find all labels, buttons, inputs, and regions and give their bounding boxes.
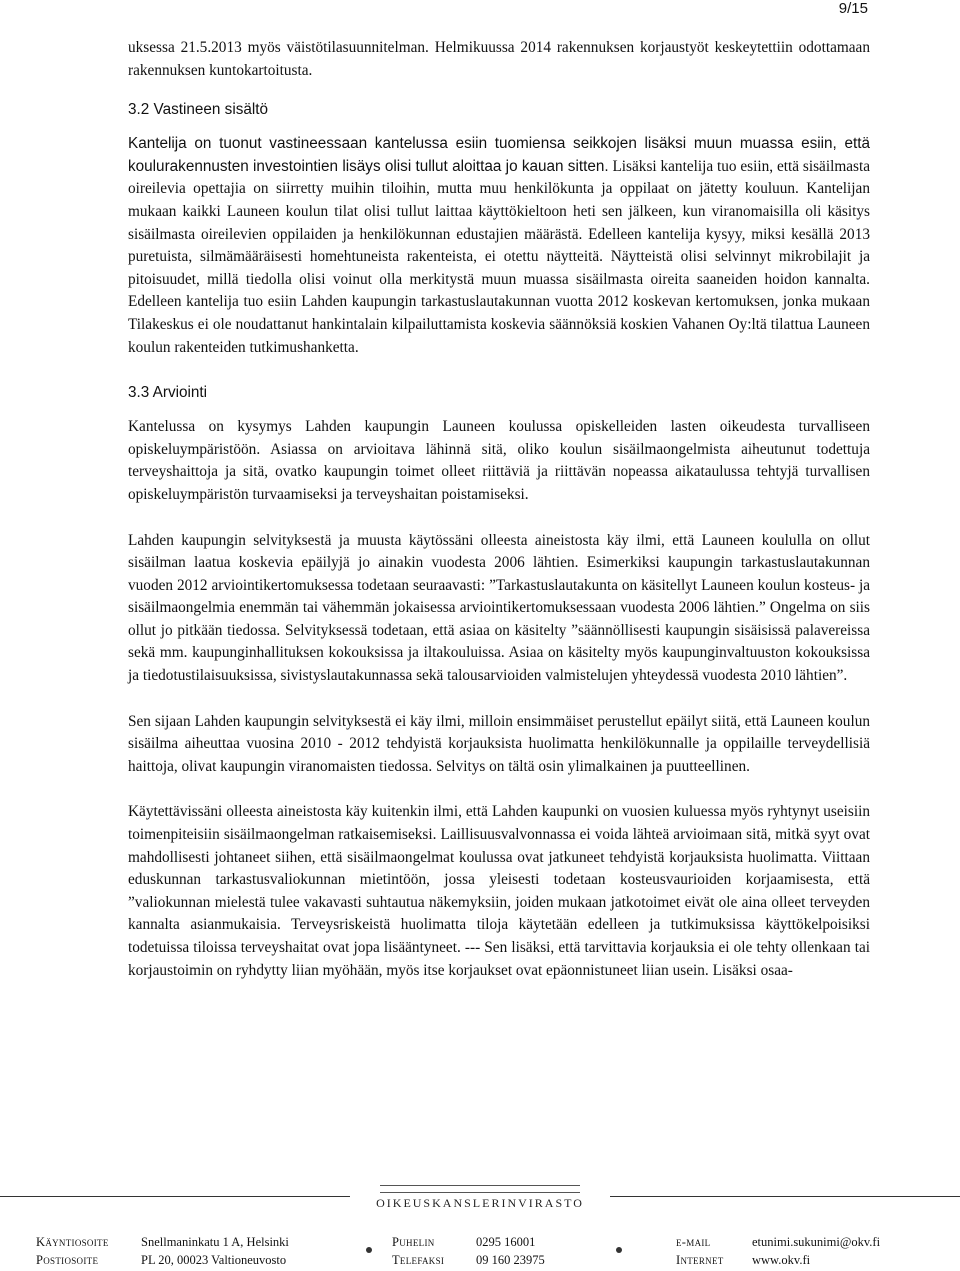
footer-divider-left xyxy=(0,1196,350,1197)
footer-divider-right xyxy=(610,1196,960,1197)
internet-label: Internet xyxy=(676,1253,724,1267)
postal-address-value: PL 20, 00023 Valtioneuvosto xyxy=(141,1253,287,1267)
footer-separator-dot-1 xyxy=(366,1247,372,1253)
page-number: 9/15 xyxy=(838,0,868,17)
visiting-address-label: Käyntiosoite xyxy=(36,1235,109,1249)
section-heading-3-2: 3.2 Vastineen sisältö xyxy=(128,101,269,119)
email-label: e-mail xyxy=(676,1235,711,1249)
logo-rule xyxy=(380,1185,580,1193)
fax-label: Telefaksi xyxy=(392,1253,445,1267)
footer-separator-dot-2 xyxy=(616,1247,622,1253)
phone-value: 0295 16001 xyxy=(476,1235,536,1249)
section-3-2-paragraph xyxy=(128,133,870,359)
email-value[interactable]: etunimi.sukunimi@okv.fi xyxy=(752,1235,881,1249)
section-3-2-serif-text: Lisäksi kantelija tuo esiin, että sisäilmasta oireilevia opettajia on siirretty muihin tiloihin, mutta muu henkilökunta ja oppilaat on jätetty kouluun. Kantelijan mukaan kaikki Launeen koulun tilat olisi tullut laittaa käyttökieltoon heti sen jälkeen, kun viranomaisilla oli käsitys sisäilmasta oireilevien oppilaiden ja henkilökunnan edustajien määrästä. Edelleen kantelija kysyy, miksi kesällä 2013 puretuista, silmämääräisesti homehtuneista rakenteista, ei otettu näytteitä. Näytteistä olisi selvinnyt mikrobilajit ja pitoisuudet, millä tiedolla olisi voinut olla merkitystä muun muassa sisäilmasta oireita saaneiden hoidon kannalta. Edelleen kantelija tuo esiin Lahden kaupungin tarkastuslautakunnan vuotta 2012 koskevan kertomuksen, jonka mukaan Tilakeskus ei ole noudattanut hankintalain kilpailuttamista koskevia säännöksiä koskien Vahanen Oy:ltä tilattua Launeen koulun rakenteiden tutkimushanketta. xyxy=(128,157,871,356)
section-3-3-paragraph-1: Kantelussa on kysymys Lahden kaupungin Launeen koulussa opiskelleiden lasten oikeudesta turvalliseen opiskeluympäristöön. Asiassa on arvioitava lähinnä sitä, oliko koulun sisäilmaongelmista aiheutunut todettuja terveyshaittoja ja sitä, ovatko kaupungin toimet olleet riittäviä ja riittävän nopeassa aikataulussa tehtyjä turvallisen opiskeluympäristön turvaamiseksi ja terveyshaitan poistamiseksi. xyxy=(128,418,870,503)
section-3-3-paragraph-4: Käytettävissäni olleesta aineistosta käy kuitenkin ilmi, että Lahden kaupunki on vuosien kuluessa myös ryhtynyt useisiin toimenpiteisiin sisäilmaongelman ratkaisemiseksi. Laillisuusvalvonnassa ei voida lähteä arvioimaan sitä, mitkä syyt ovat mahdollisesti johtaneet siihen, että sisäilmaongelmat koulussa ovat jatkuneet tehdyistä korjauksista huolimatta. Viittaan eduskunnan tarkastusvaliokunnan mietintöön, jossa yleisesti todetaan kosteusvaurioiden korjaamisesta, että ”valiokunnan mielestä tulee vakavasti suhtautua näkemyksiin, joiden mukaan jatkotoimet eivät ole aina olleet terveyden kannalta asianmukaisia. Terveysriskeistä huolimatta tiloja käytetään edelleen ja tutkimuksissa käyttökelpoisiksi todetuissa tiloissa terveyshaitat ovat jopa lisääntyneet. --- Sen lisäksi, että tarvittavia korjauksia ei ole tehty ollenkaan tai korjaustoimin on ryhdytty liian myöhään, myös itse korjaukset ovat epäonnistuneet liian usein. Lisäksi osaa- xyxy=(128,803,870,979)
postal-address-label: Postiosoite xyxy=(36,1253,99,1267)
internet-value[interactable]: www.okv.fi xyxy=(752,1253,811,1267)
section-heading-3-3: 3.3 Arviointi xyxy=(128,384,208,402)
footer-logo xyxy=(350,1185,610,1211)
intro-paragraph: uksessa 21.5.2013 myös väistötilasuunnitelman. Helmikuussa 2014 rakennuksen korjaustyöt keskeytettiin odottamaan rakennuksen kuntokartoitusta. xyxy=(128,39,870,79)
phone-label: Puhelin xyxy=(392,1235,435,1249)
document-body xyxy=(128,37,870,982)
visiting-address-value: Snellmaninkatu 1 A, Helsinki xyxy=(141,1235,289,1249)
section-3-3-paragraph-3: Sen sijaan Lahden kaupungin selvityksestä ei käy ilmi, milloin ensimmäiset perustellut epäilyt siitä, että Launeen koulun sisäilma aiheuttaa vuosina 2010 - 2012 tehdyistä korjauksista huolimatta henkilökunnalle ja oppilaille terveydellisiä haittoja, olivat kaupungin viranomaisten tiedossa. Selvitys on tältä osin ylimalkainen ja puutteellinen. xyxy=(128,712,870,775)
footer-row-2 xyxy=(36,1253,924,1271)
section-3-2-sans-text: Kantelija on tuonut vastineessaan kantelussa esiin tuomiensa seikkojen lisäksi muun muassa esiin, että koulurakennusten investointien lisäys olisi tullut aloittaa jo kauan sitten. xyxy=(128,135,870,175)
fax-value: 09 160 23975 xyxy=(476,1253,545,1267)
section-3-3-paragraph-2: Lahden kaupungin selvityksestä ja muusta käytössäni olleesta aineistosta käy ilmi, että Launeen koululla on ollut sisäilman laatua koskevia epäilyjä jo ainakin vuodesta 2006 lähtien. Esimerkiksi kaupungin tarkastuslautakunnan vuoden 2012 arviointikertomuksessa todetaan seuraavasti: ”Tarkastuslautakunta on käsitellyt Launeen koulun kosteus- ja sisäilmaongelmia enemmän tai vähemmän jokaisessa arviointikertomuksessaan vuodesta 2006 lähtien.” Ongelma on siis ollut jo pitkään tiedossa. Selvityksessä todetaan, että asiaa on käsitelty ”säännöllisesti kaupungin sisäisissä palavereissa sekä mm. kaupunginhallituksen kokouksissa ja iltakouluissa. Asiaa on käsitelty myös kaupunginvaltuuston kokouksissa ja tiedotustilaisuuksissa, sivistyslautakunnassa sekä talousarvioiden valmistelujen yhteydessä vuodesta 2010 lähtien”. xyxy=(128,531,870,685)
footer-row-1 xyxy=(36,1235,924,1253)
logo-text: OIKEUSKANSLERINVIRASTO xyxy=(376,1196,584,1210)
